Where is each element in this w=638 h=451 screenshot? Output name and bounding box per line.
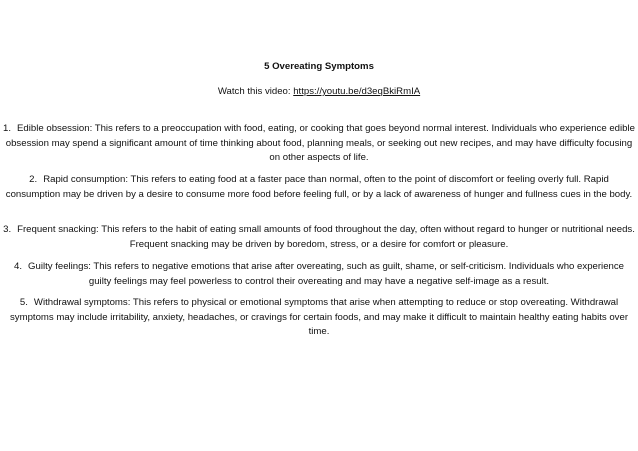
video-link[interactable]: https://youtu.be/d3eqBkiRmIA xyxy=(293,86,421,97)
symptom-item-4 xyxy=(2,260,636,289)
symptom-item-3 xyxy=(2,223,636,252)
video-prefix: Watch this video: xyxy=(217,86,294,97)
symptom-text: Frequent snacking: This refers to the habit of eating small amounts of food throughout the day, often without regard to hunger or nutritional needs. Frequent snacking may be driven by boredom, stress, or a desire for comfort or pleasure. xyxy=(17,224,635,250)
symptom-item-2 xyxy=(2,173,636,202)
symptom-number: 1. xyxy=(3,123,12,134)
symptom-text: Withdrawal symptoms: This refers to physical or emotional symptoms that arise when attempting to reduce or stop overeating. Withdrawal symptoms may include irritability, anxiety, headaches, or cravings for certain foods, and may make it difficult to maintain healthy eating habits over time. xyxy=(9,297,629,337)
symptom-number: 2. xyxy=(29,174,38,185)
symptom-text: Guilty feelings: This refers to negative emotions that arise after overeating, such as guilt, shame, or self-criticism. Individuals who experience guilty feelings may feel powerless to control their overeating and may have a negative self-image as a result. xyxy=(28,261,624,287)
page-title: 5 Overeating Symptoms xyxy=(264,61,374,72)
symptom-text: Edible obsession: This refers to a preoccupation with food, eating, or cooking that goes beyond normal interest. Individuals who experience edible obsession may spend a significant amount of time thinking about food, planning meals, or seeking out new recipes, and may have difficulty focusing on other aspects of life. xyxy=(5,123,635,163)
video-reference xyxy=(0,85,638,98)
symptom-number: 4. xyxy=(14,261,23,272)
symptom-item-5 xyxy=(2,296,636,340)
symptom-text: Rapid consumption: This refers to eating food at a faster pace than normal, often to the point of discomfort or feeling overly full. Rapid consumption may be driven by a desire to consume more food before feeling full, or by a lack of awareness of hunger and fullness cues in the body. xyxy=(5,174,633,200)
symptom-number: 5. xyxy=(19,297,28,308)
symptom-item-1 xyxy=(2,122,636,166)
symptom-number: 3. xyxy=(3,224,12,235)
